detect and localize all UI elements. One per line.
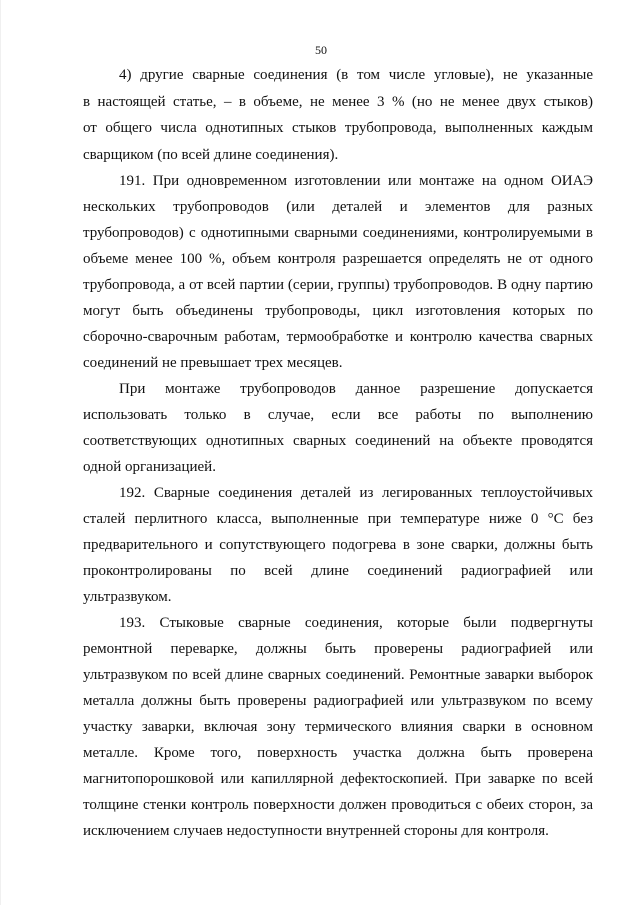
text-line: соединений не превышает трех месяцев. xyxy=(83,355,343,371)
text-line: участку заварки, включая зону термического влияния сварки в основном xyxy=(83,719,593,735)
page-number: 50 xyxy=(315,43,327,57)
text-line: использовать только в случае, если все работы по выполнению xyxy=(83,407,593,423)
text-line: При монтаже трубопроводов данное разрешение допускается xyxy=(119,381,593,397)
text-line: могут быть объединены трубопроводы, цикл изготовления которых по xyxy=(83,303,593,319)
text-line: трубопровода, а от всей партии (серии, группы) трубопроводов. В одну партию xyxy=(83,277,593,293)
text-line: толщине стенки контроль поверхности должен проводиться с обеих сторон, за xyxy=(83,797,593,813)
text-line: в настоящей статье, – в объеме, не менее 3 % (но не менее двух стыков) xyxy=(83,94,593,110)
text-line: 192. Сварные соединения деталей из легированных теплоустойчивых xyxy=(119,485,593,501)
text-line: ультразвуком. xyxy=(83,589,172,605)
text-line: 4) другие сварные соединения (в том числе угловые), не указанные xyxy=(119,67,593,83)
text-line: 193. Стыковые сварные соединения, которые были подвергнуты xyxy=(119,615,593,631)
text-line: сборочно-сварочным работам, термообработке и контролю качества сварных xyxy=(83,329,593,345)
text-line: ремонтной переварке, должны быть проверены радиографией или xyxy=(83,641,593,657)
text-line: предварительного и сопутствующего подогрева в зоне сварки, должны быть xyxy=(83,537,593,553)
text-line: одной организацией. xyxy=(83,459,216,475)
text-line: ультразвуком по всей длине сварных соединений. Ремонтные заварки выборок xyxy=(83,667,593,683)
text-line: 191. При одновременном изготовлении или монтаже на одном ОИАЭ xyxy=(119,173,593,189)
text-line: трубопроводов) с однотипными сварными соединениями, контролируемыми в xyxy=(83,225,593,241)
text-line: металла должны быть проверены радиографией или ультразвуком по всему xyxy=(83,693,593,709)
text-line: металле. Кроме того, поверхность участка должна быть проверена xyxy=(83,745,593,761)
text-line: нескольких трубопроводов (или деталей и элементов для разных xyxy=(83,199,593,215)
text-line: сталей перлитного класса, выполненные при температуре ниже 0 °С без xyxy=(83,511,593,527)
text-line: проконтролированы по всей длине соединений радиографией или xyxy=(83,563,593,579)
text-line: объеме менее 100 %, объем контроля разрешается определять не от одного xyxy=(83,251,593,267)
text-line: магнитопорошковой или капиллярной дефектоскопией. При заварке по всей xyxy=(83,771,593,787)
text-line: сварщиком (по всей длине соединения). xyxy=(83,147,339,163)
text-line: исключением случаев недоступности внутренней стороны для контроля. xyxy=(83,823,549,839)
text-line: от общего числа однотипных стыков трубопровода, выполненных каждым xyxy=(83,120,593,136)
text-line: соответствующих однотипных сварных соединений на объекте проводятся xyxy=(83,433,593,449)
